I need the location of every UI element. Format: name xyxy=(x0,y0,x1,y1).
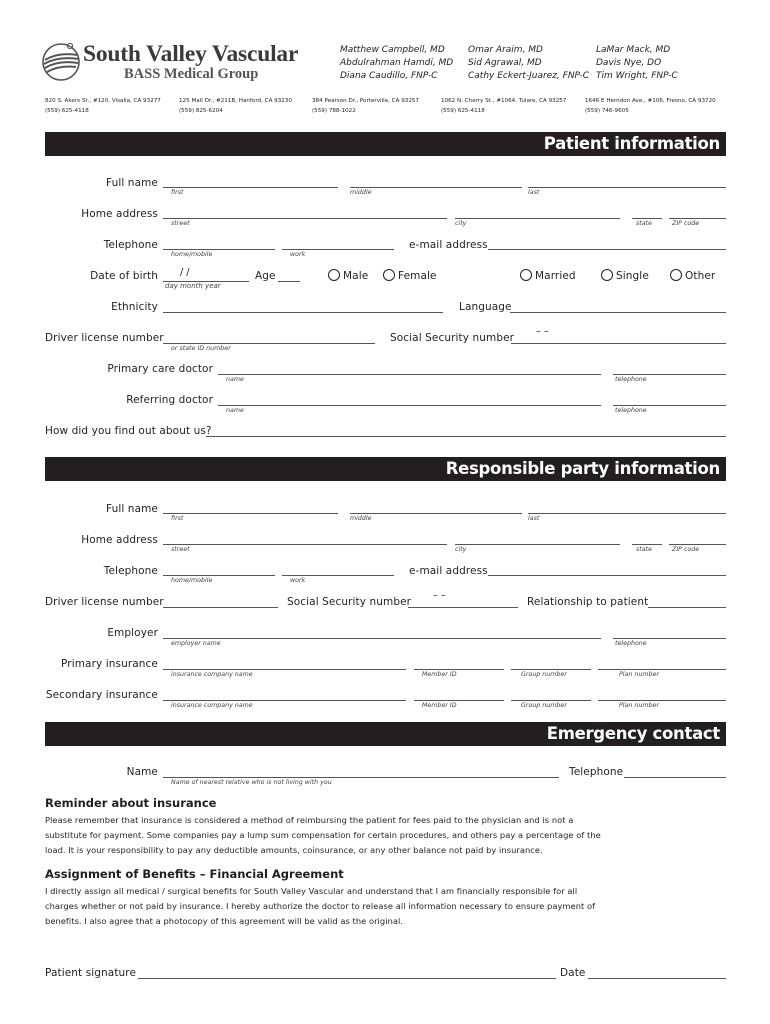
referring-doctor-name-caption: name xyxy=(226,407,244,414)
rp-last-name-field[interactable] xyxy=(528,513,726,514)
reminder-paragraph: Please remember that insurance is considered a method of reimbursing the patient for fees paid to the physician and is not a substitute for payment. Some companies pay a lump sum compensation for certain procedures, and others pay a percentage of the load. It is your responsibility to pay any deductible amounts, coinsurance, or any other balance not paid by insurance. xyxy=(45,815,601,855)
brand-name: South Valley Vascular xyxy=(83,41,299,67)
telephone-label: Telephone xyxy=(103,239,158,251)
emergency-name-label: Name xyxy=(126,766,158,778)
rp-home-address-label: Home address xyxy=(81,534,158,546)
married-radio[interactable] xyxy=(520,269,532,281)
address-porterville: 384 Pearson Dr., Porterville, CA 93257 (559) 788-1022 xyxy=(312,98,419,114)
rp-state-caption: state xyxy=(636,546,652,553)
rp-ssn-dashes: – – xyxy=(433,590,446,601)
primary-care-doctor-label: Primary care doctor xyxy=(107,363,213,375)
rp-driver-license-label: Driver license number xyxy=(45,596,164,608)
relationship-field[interactable] xyxy=(648,607,726,608)
primary-member-id-caption: Member ID xyxy=(422,671,457,678)
primary-doctor-name-caption: name xyxy=(226,376,244,383)
secondary-insurance-label: Secondary insurance xyxy=(45,689,158,701)
city-field[interactable] xyxy=(455,218,620,219)
male-radio[interactable] xyxy=(328,269,340,281)
brand-subtitle: BASS Medical Group xyxy=(124,66,259,82)
relationship-label: Relationship to patient xyxy=(527,596,649,608)
primary-doctor-phone-field[interactable] xyxy=(613,374,726,375)
driver-license-field[interactable] xyxy=(163,343,375,344)
rp-full-name-label: Full name xyxy=(106,503,158,515)
street-caption: street xyxy=(171,220,190,227)
state-caption: state xyxy=(636,220,652,227)
rp-last-caption: last xyxy=(528,515,540,522)
age-label: Age xyxy=(255,270,276,282)
language-field[interactable] xyxy=(510,312,726,313)
emergency-name-caption: Name of nearest relative who is not living with you xyxy=(171,779,332,786)
emergency-name-field[interactable] xyxy=(163,777,559,778)
rp-ssn-field[interactable] xyxy=(408,607,518,608)
date-label: Date xyxy=(560,967,586,979)
rp-email-label: e-mail address xyxy=(409,565,488,577)
rp-state-field[interactable] xyxy=(632,544,662,545)
address-visalia: 820 S. Akers St., #120, Visalia, CA 93277 (559) 625-4118 xyxy=(45,98,161,114)
ethnicity-field[interactable] xyxy=(163,312,443,313)
other-label: Other xyxy=(685,270,716,282)
how-found-label: How did you find out about us? xyxy=(45,425,212,437)
rp-city-field[interactable] xyxy=(455,544,620,545)
first-name-field[interactable] xyxy=(163,187,338,188)
rp-telephone-label: Telephone xyxy=(103,565,158,577)
logo-swoosh-icon xyxy=(40,40,82,82)
state-id-caption: or state ID number xyxy=(171,345,231,352)
reminder-heading: Reminder about insurance xyxy=(45,796,217,810)
address-fresno: 1646 E Herndon Ave., #106, Fresno, CA 93720 (559) 746-9605 xyxy=(585,98,716,114)
referring-doctor-phone-caption: telephone xyxy=(615,407,647,414)
male-label: Male xyxy=(343,270,369,282)
last-name-field[interactable] xyxy=(528,187,726,188)
rp-zip-field[interactable] xyxy=(669,544,726,545)
doctors-column-3: LaMar Mack, MD Davis Nye, DO Tim Wright, FNP-C xyxy=(596,45,678,81)
rp-street-field[interactable] xyxy=(163,544,447,545)
responsible-party-band xyxy=(45,457,726,481)
secondary-insurance-company-caption: insurance company name xyxy=(171,702,253,709)
secondary-plan-number-field[interactable] xyxy=(598,700,726,701)
work-caption: work xyxy=(290,251,306,258)
state-field[interactable] xyxy=(632,218,662,219)
secondary-plan-number-caption: Plan number xyxy=(619,702,659,709)
assignment-heading: Assignment of Benefits – Financial Agreement xyxy=(45,867,344,881)
first-caption: first xyxy=(171,189,184,196)
rp-zip-caption: ZIP code xyxy=(672,546,700,553)
single-radio[interactable] xyxy=(601,269,613,281)
employer-phone-caption: telephone xyxy=(615,640,647,647)
employer-label: Employer xyxy=(107,627,158,639)
email-label: e-mail address xyxy=(409,239,488,251)
middle-caption: middle xyxy=(350,189,372,196)
primary-doctor-phone-caption: telephone xyxy=(615,376,647,383)
home-address-label: Home address xyxy=(81,208,158,220)
patient-signature-label: Patient signature xyxy=(45,967,137,979)
primary-member-id-field[interactable] xyxy=(414,669,504,670)
home-mobile-caption: home/mobile xyxy=(171,251,213,258)
rp-home-mobile-field[interactable] xyxy=(163,575,275,576)
primary-insurance-company-field[interactable] xyxy=(163,669,406,670)
rp-middle-name-field[interactable] xyxy=(350,513,522,514)
ethnicity-label: Ethnicity xyxy=(111,301,158,313)
city-caption: city xyxy=(455,220,467,227)
dob-slashes: / / xyxy=(180,267,190,278)
doctors-column-2: Omar Araim, MD Sid Agrawal, MD Cathy Eckert-Juarez, FNP-C xyxy=(468,45,590,81)
ssn-dashes: – – xyxy=(536,326,549,337)
primary-group-number-caption: Group number xyxy=(521,671,567,678)
emergency-contact-title: Emergency contact xyxy=(546,724,720,743)
age-field[interactable] xyxy=(278,281,300,282)
primary-plan-number-field[interactable] xyxy=(598,669,726,670)
rp-work-caption: work xyxy=(290,577,306,584)
middle-name-field[interactable] xyxy=(350,187,522,188)
home-mobile-field[interactable] xyxy=(163,249,275,250)
secondary-group-number-caption: Group number xyxy=(521,702,567,709)
email-field[interactable] xyxy=(488,249,726,250)
female-label: Female xyxy=(398,270,437,282)
rp-first-caption: first xyxy=(171,515,184,522)
female-radio[interactable] xyxy=(383,269,395,281)
emergency-telephone-label: Telephone xyxy=(569,766,624,778)
secondary-group-number-field[interactable] xyxy=(511,700,591,701)
ssn-label: Social Security number xyxy=(390,332,515,344)
referring-doctor-label: Referring doctor xyxy=(126,394,213,406)
rp-street-caption: street xyxy=(171,546,190,553)
address-hanford: 125 Mall Dr., #211B, Hanford, CA 93230 (559) 825-6204 xyxy=(179,98,292,114)
work-phone-field[interactable] xyxy=(282,249,394,250)
referring-doctor-name-field[interactable] xyxy=(218,405,601,406)
last-caption: last xyxy=(528,189,540,196)
emergency-contact-band xyxy=(45,722,726,746)
full-name-label: Full name xyxy=(106,177,158,189)
driver-license-label: Driver license number xyxy=(45,332,164,344)
rp-ssn-label: Social Security number xyxy=(287,596,412,608)
street-field[interactable] xyxy=(163,218,447,219)
primary-plan-number-caption: Plan number xyxy=(619,671,659,678)
patient-information-title: Patient information xyxy=(543,134,720,153)
rp-email-field[interactable] xyxy=(488,575,726,576)
employer-phone-field[interactable] xyxy=(613,638,726,639)
ssn-field[interactable] xyxy=(511,343,726,344)
secondary-member-id-caption: Member ID xyxy=(422,702,457,709)
employer-name-caption: employer name xyxy=(171,640,221,647)
secondary-member-id-field[interactable] xyxy=(414,700,504,701)
zip-field[interactable] xyxy=(669,218,726,219)
primary-insurance-company-caption: insurance company name xyxy=(171,671,253,678)
patient-signature-field[interactable] xyxy=(138,978,556,979)
dob-label: Date of birth xyxy=(90,270,158,282)
rp-driver-license-field[interactable] xyxy=(163,607,278,608)
single-label: Single xyxy=(616,270,649,282)
address-tulare: 1062 N. Cherry St., #1064, Tulare, CA 93257 (559) 625-4118 xyxy=(441,98,567,114)
other-radio[interactable] xyxy=(670,269,682,281)
married-label: Married xyxy=(535,270,576,282)
doctors-column-1: Matthew Campbell, MD Abdulrahman Hamdi, MD Diana Caudillo, FNP-C xyxy=(340,45,454,81)
primary-group-number-field[interactable] xyxy=(511,669,591,670)
assignment-paragraph: I directly assign all medical / surgical benefits for South Valley Vascular and understand that I am financially responsible for all charges whether or not paid by insurance. I hereby authorize the doctor to release all information necessary to ensure payment of benefits. I also agree that a photocopy of this agreement will be valid as the original. xyxy=(45,886,596,926)
primary-insurance-label: Primary insurance xyxy=(61,658,158,670)
rp-city-caption: city xyxy=(455,546,467,553)
zip-caption: ZIP code xyxy=(672,220,700,227)
language-label: Language xyxy=(459,301,512,313)
date-field[interactable] xyxy=(588,978,726,979)
employer-name-field[interactable] xyxy=(163,638,601,639)
rp-work-phone-field[interactable] xyxy=(282,575,394,576)
rp-home-mobile-caption: home/mobile xyxy=(171,577,213,584)
primary-doctor-name-field[interactable] xyxy=(218,374,601,375)
how-found-field[interactable] xyxy=(206,436,726,437)
secondary-insurance-company-field[interactable] xyxy=(163,700,406,701)
patient-information-band xyxy=(45,132,726,156)
rp-middle-caption: middle xyxy=(350,515,372,522)
responsible-party-title: Responsible party information xyxy=(445,459,720,478)
rp-first-name-field[interactable] xyxy=(163,513,338,514)
referring-doctor-phone-field[interactable] xyxy=(613,405,726,406)
emergency-telephone-field[interactable] xyxy=(624,777,726,778)
dob-caption: day month year xyxy=(165,282,221,290)
